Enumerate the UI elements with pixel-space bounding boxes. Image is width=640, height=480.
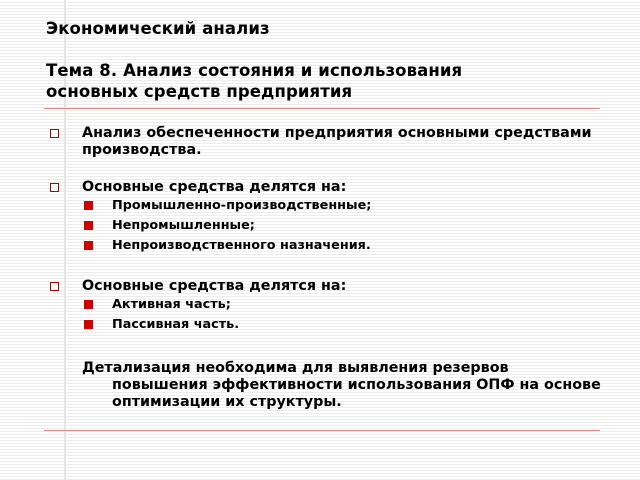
sub-list-item [48,236,608,256]
slide-body [48,125,608,411]
spacer [48,335,608,360]
list-item [48,125,608,159]
divider-top [44,108,600,109]
divider-bottom [44,430,600,431]
sub-list-item [48,295,608,315]
spacer [48,256,608,278]
slide-title [46,18,606,102]
title-spacer [46,39,606,60]
closing-paragraph [48,360,608,411]
filled-square-bullet-icon [84,300,93,309]
sub-list-item-text: Непромышленные; [112,218,255,233]
title-course: Экономический анализ [46,19,270,38]
title-topic-line1: Тема 8. Анализ состояния и использования [46,61,463,80]
filled-square-bullet-icon [84,221,93,230]
sub-list-item [48,196,608,216]
square-bullet-icon [50,129,59,138]
square-bullet-icon [50,282,59,291]
filled-square-bullet-icon [84,201,93,210]
list-item-text: Основные средства делятся на: [82,179,347,195]
spacer [48,159,608,179]
sub-list-item-text: Активная часть; [112,297,231,312]
closing-text: Детализация необходима для выявления резервов повышения эффективности использования ОПФ на основе оптимизации их структуры. [82,360,601,410]
sub-list-item [48,216,608,236]
square-bullet-icon [50,183,59,192]
filled-square-bullet-icon [84,241,93,250]
list-item [48,179,608,196]
sub-list-item-text: Промышленно-производственные; [112,198,372,213]
sub-list-item-text: Пассивная часть. [112,317,240,332]
title-topic-line2: основных средств предприятия [46,82,353,101]
sub-list-item [48,315,608,335]
sub-list-item-text: Непроизводственного назначения. [112,238,371,253]
list-item-text: Анализ обеспеченности предприятия основными средствами производства. [82,125,592,158]
list-item-text: Основные средства делятся на: [82,278,347,294]
filled-square-bullet-icon [84,320,93,329]
list-item [48,278,608,295]
